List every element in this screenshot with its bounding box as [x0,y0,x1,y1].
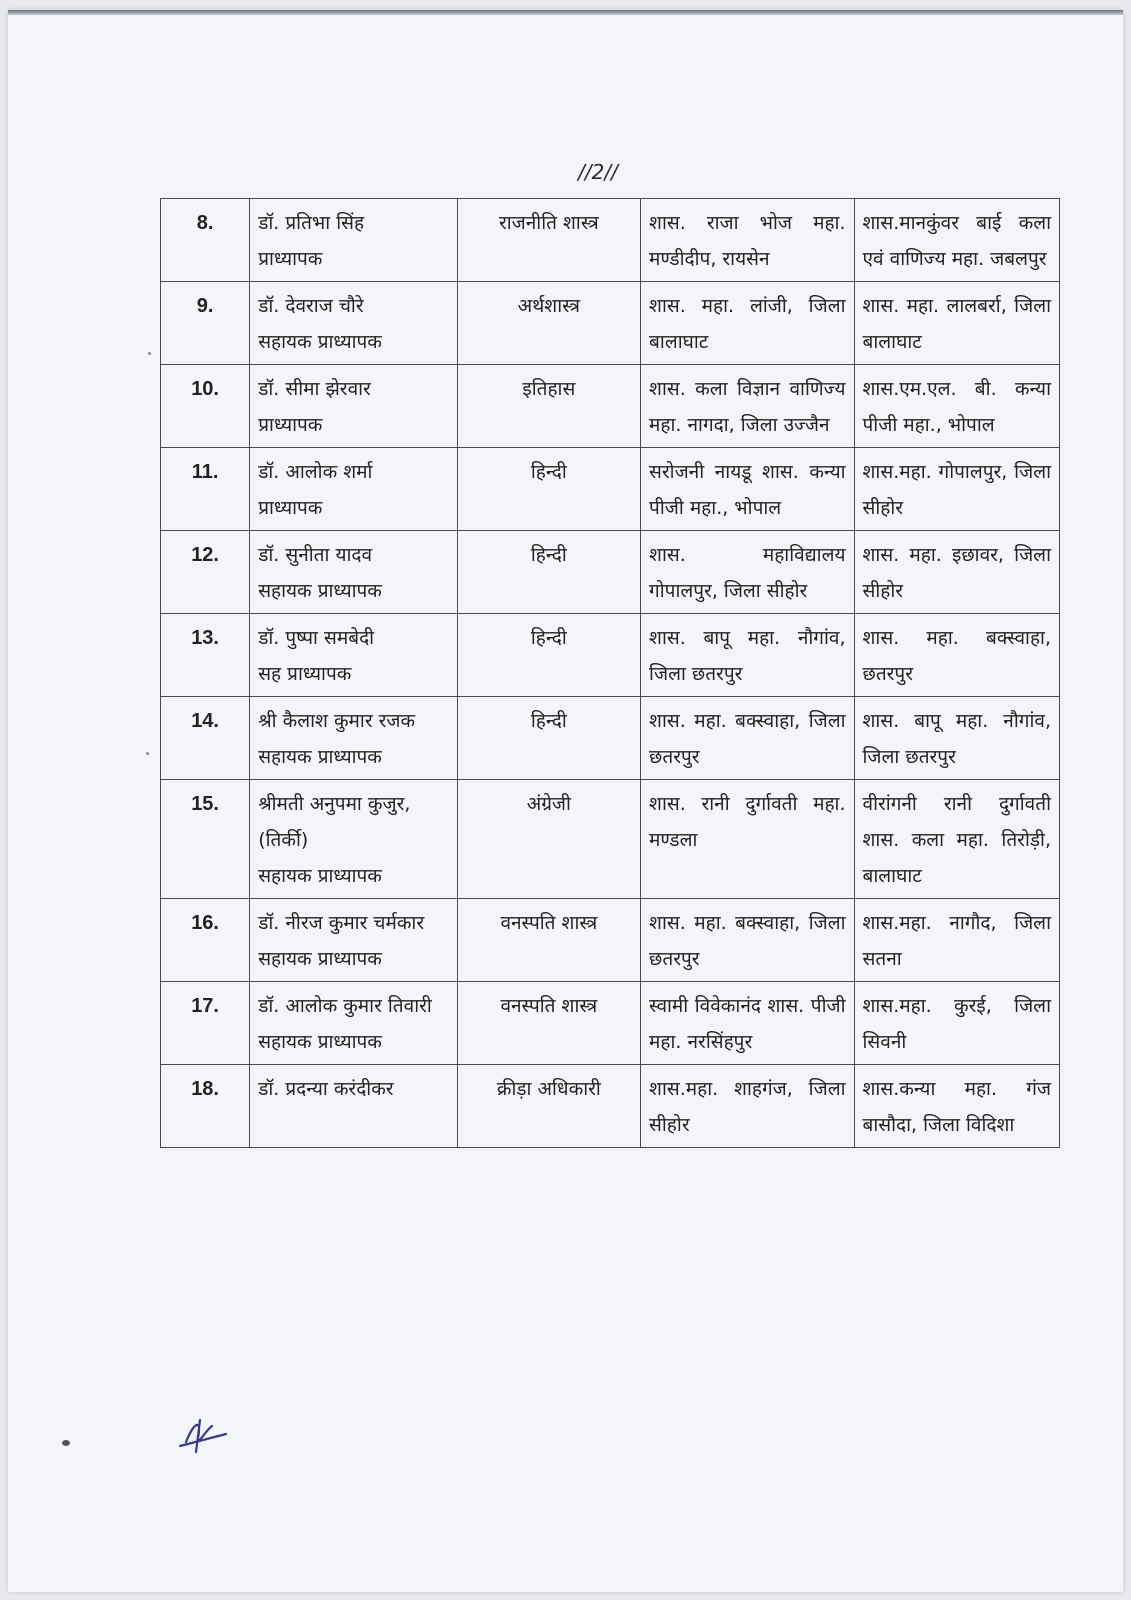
serial-number: 9. [196,295,214,317]
subject: अंग्रेजी [526,793,571,815]
from-cell [641,780,854,899]
subject: वनस्पति शास्त्र [500,995,598,1017]
subject: अर्थशास्त्र [517,295,581,317]
new-posting: शास.महा. कुरई, जिला सिवनी [862,995,1051,1053]
table-row [161,365,1060,448]
name-cell [250,697,457,780]
designation: सहायक प्राध्यापक [258,331,382,353]
serial-cell [161,982,250,1065]
person-name: श्री कैलाश कुमार रजक [258,710,416,732]
designation: सह प्राध्यापक [258,663,352,685]
table-row [161,199,1060,282]
person-name: डॉ. पुष्पा समबेदी [258,627,375,649]
subject: क्रीड़ा अधिकारी [496,1078,601,1100]
person-name: डॉ. देवराज चौरे [258,295,364,317]
signature [176,1412,236,1456]
name-cell [250,780,457,899]
to-cell [854,614,1059,697]
person-name: डॉ. सीमा झेरवार [258,378,371,400]
serial-number: 14. [191,710,219,732]
subject-cell [457,614,640,697]
person-name: डॉ. नीरज कुमार चर्मकार [258,912,425,934]
person-name: डॉ. आलोक कुमार तिवारी [258,995,432,1017]
table-row [161,982,1060,1065]
designation: सहायक प्राध्यापक [258,580,382,602]
person-name: श्रीमती अनुपमा कुजुर, (तिर्की) [258,793,411,851]
subject: इतिहास [522,378,576,400]
from-cell [641,448,854,531]
name-cell [250,282,457,365]
new-posting: शास.कन्या महा. गंज बासौदा, जिला विदिशा [862,1078,1051,1136]
from-cell [641,697,854,780]
subject: हिन्दी [530,627,567,649]
page-number: //2// [578,160,618,184]
current-posting: सरोजनी नायडू शास. कन्या पीजी महा., भोपाल [649,461,846,519]
subject-cell [457,780,640,899]
to-cell [854,199,1059,282]
from-cell [641,1065,854,1148]
from-cell [641,899,854,982]
new-posting: वीरांगनी रानी दुर्गावती शास. कला महा. तिरोड़ी, बालाघाट [862,793,1051,887]
person-name: डॉ. आलोक शर्मा [258,461,373,483]
ink-speck [62,1440,70,1446]
name-cell [250,614,457,697]
serial-cell [161,780,250,899]
name-cell [250,1065,457,1148]
table-row [161,697,1060,780]
name-cell [250,899,457,982]
name-cell [250,199,457,282]
table-row [161,448,1060,531]
designation: प्राध्यापक [258,414,323,436]
current-posting: शास. कला विज्ञान वाणिज्य महा. नागदा, जिला उज्जैन [649,378,846,436]
scan-edge [8,10,1123,15]
subject: हिन्दी [530,461,567,483]
ink-speck [148,352,151,355]
subject: वनस्पति शास्त्र [500,912,598,934]
current-posting: शास. रानी दुर्गावती महा. मण्डला [649,793,846,851]
new-posting: शास. महा. इछावर, जिला सीहोर [862,544,1051,602]
name-cell [250,982,457,1065]
name-cell [250,448,457,531]
serial-cell [161,899,250,982]
table-row [161,1065,1060,1148]
subject-cell [457,1065,640,1148]
current-posting: शास. महाविद्यालय गोपालपुर, जिला सीहोर [649,544,846,602]
new-posting: शास.एम.एल. बी. कन्या पीजी महा., भोपाल [862,378,1051,436]
to-cell [854,448,1059,531]
subject-cell [457,697,640,780]
person-name: डॉ. प्रदन्या करंदीकर [258,1078,394,1100]
from-cell [641,614,854,697]
subject: हिन्दी [530,710,567,732]
subject: राजनीति शास्त्र [498,212,599,234]
serial-cell [161,697,250,780]
new-posting: शास.महा. नागौद, जिला सतना [862,912,1051,970]
to-cell [854,780,1059,899]
serial-cell [161,365,250,448]
name-cell [250,365,457,448]
new-posting: शास. महा. बक्स्वाहा, छतरपुर [862,627,1051,685]
serial-cell [161,282,250,365]
serial-cell [161,199,250,282]
from-cell [641,282,854,365]
designation: प्राध्यापक [258,248,323,270]
to-cell [854,282,1059,365]
ink-speck [146,752,149,755]
name-cell [250,531,457,614]
subject-cell [457,899,640,982]
new-posting: शास. महा. लालबर्रा, जिला बालाघाट [862,295,1051,353]
new-posting: शास. बापू महा. नौगांव, जिला छतरपुर [862,710,1051,768]
table-row [161,614,1060,697]
designation: सहायक प्राध्यापक [258,865,382,887]
new-posting: शास.मानकुंवर बाई कला एवं वाणिज्य महा. जबलपुर [862,212,1051,270]
table-row [161,780,1060,899]
person-name: डॉ. सुनीता यादव [258,544,373,566]
serial-number: 8. [196,212,214,234]
designation: सहायक प्राध्यापक [258,1031,382,1053]
to-cell [854,1065,1059,1148]
current-posting: शास. महा. बक्स्वाहा, जिला छतरपुर [649,912,846,970]
subject-cell [457,531,640,614]
table-row [161,282,1060,365]
subject-cell [457,199,640,282]
current-posting: शास. राजा भोज महा. मण्डीदीप, रायसेन [649,212,846,270]
person-name: डॉ. प्रतिभा सिंह [258,212,365,234]
subject-cell [457,365,640,448]
current-posting: शास. बापू महा. नौगांव, जिला छतरपुर [649,627,846,685]
to-cell [854,982,1059,1065]
subject-cell [457,448,640,531]
from-cell [641,531,854,614]
serial-number: 17. [191,995,219,1017]
table-row [161,531,1060,614]
transfer-table [160,198,1060,1148]
from-cell [641,365,854,448]
subject: हिन्दी [530,544,567,566]
serial-number: 12. [191,544,219,566]
subject-cell [457,982,640,1065]
serial-number: 11. [191,461,219,483]
designation: सहायक प्राध्यापक [258,746,382,768]
serial-number: 13. [191,627,219,649]
to-cell [854,697,1059,780]
serial-number: 16. [191,912,219,934]
current-posting: स्वामी विवेकानंद शास. पीजी महा. नरसिंहपुर [649,995,846,1053]
serial-number: 18. [191,1078,219,1100]
table-row [161,899,1060,982]
designation: सहायक प्राध्यापक [258,948,382,970]
current-posting: शास. महा. लांजी, जिला बालाघाट [649,295,846,353]
from-cell [641,199,854,282]
serial-number: 15. [191,793,219,815]
current-posting: शास. महा. बक्स्वाहा, जिला छतरपुर [649,710,846,768]
to-cell [854,531,1059,614]
serial-cell [161,1065,250,1148]
serial-cell [161,531,250,614]
to-cell [854,365,1059,448]
serial-number: 10. [191,378,219,400]
current-posting: शास.महा. शाहगंज, जिला सीहोर [649,1078,846,1136]
serial-cell [161,448,250,531]
designation: प्राध्यापक [258,497,323,519]
to-cell [854,899,1059,982]
subject-cell [457,282,640,365]
from-cell [641,982,854,1065]
serial-cell [161,614,250,697]
new-posting: शास.महा. गोपालपुर, जिला सीहोर [862,461,1051,519]
